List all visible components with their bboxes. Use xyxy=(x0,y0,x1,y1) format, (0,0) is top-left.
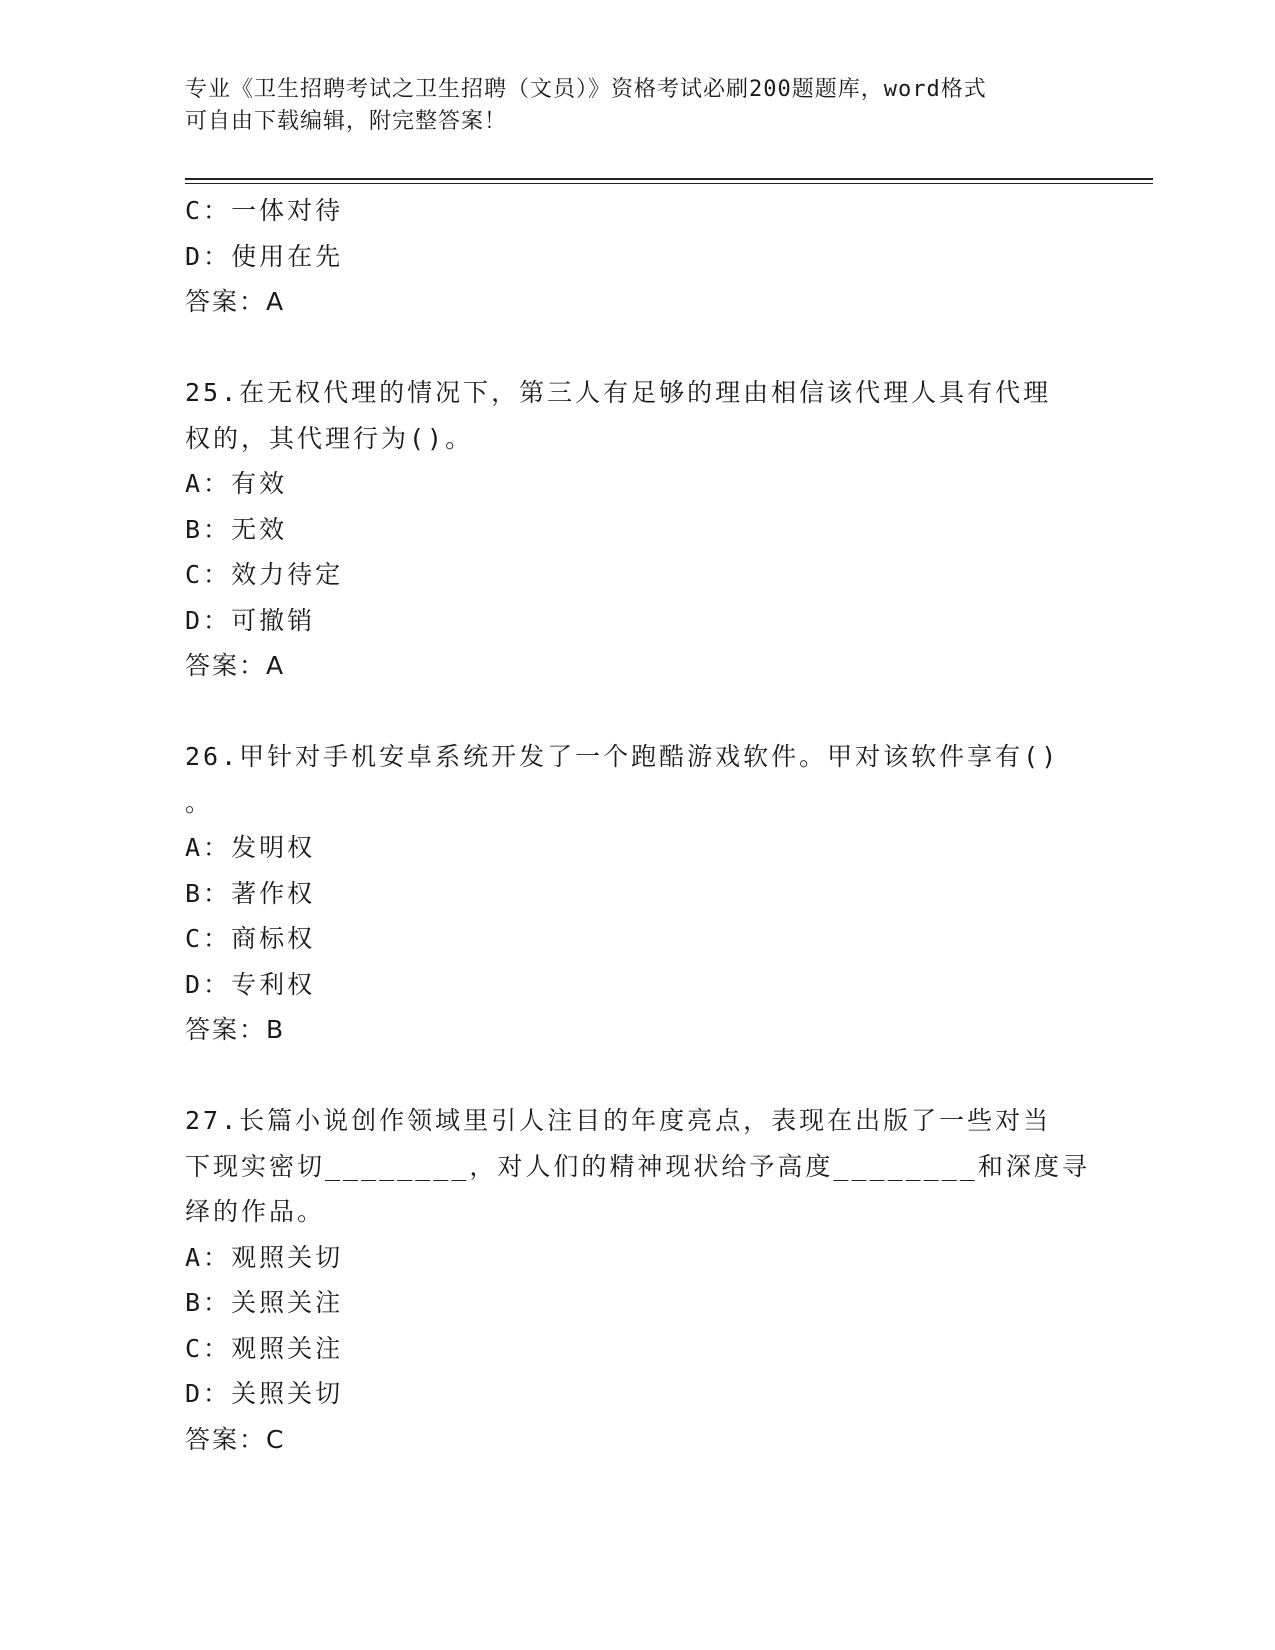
option-d: D：专利权 xyxy=(185,969,316,999)
question-stem-line-2: 。 xyxy=(185,787,214,817)
option-b: B：关照关注 xyxy=(185,1288,344,1317)
option-c: C：商标权 xyxy=(185,924,316,953)
question-stem-line-2: 下现实密切________，对人们的精神现状给予高度________和深度寻 xyxy=(185,1151,1090,1181)
spacer xyxy=(185,325,1085,371)
header-divider-thin xyxy=(185,183,1153,184)
option-a: A：有效 xyxy=(185,469,288,498)
option-c: C：效力待定 xyxy=(185,560,344,589)
question-25 xyxy=(185,370,1085,689)
question-stem-line-1: 26.甲针对手机安卓系统开发了一个跑酷游戏软件。甲对该软件享有() xyxy=(185,742,1060,771)
question-27 xyxy=(185,1098,1090,1462)
option-c: C：观照关注 xyxy=(185,1333,344,1363)
answer-line: 答案：B xyxy=(185,1015,286,1044)
question-content xyxy=(185,188,1090,1462)
header-title-line-2: 可自由下载编辑，附完整答案！ xyxy=(185,109,508,134)
answer-line: 答案：C xyxy=(185,1424,286,1454)
spacer xyxy=(185,1053,1085,1099)
answer-line: 答案：A xyxy=(185,287,286,316)
header-title-line-1: 专业《卫生招聘考试之卫生招聘（文员）》资格考试必刷200题题库，word格式 xyxy=(185,77,987,102)
option-d: D：可撤销 xyxy=(185,605,316,635)
option-c: C：一体对待 xyxy=(185,196,344,225)
spacer xyxy=(185,689,1085,735)
answer-line: 答案：A xyxy=(185,651,286,680)
option-a: A：观照关切 xyxy=(185,1242,344,1272)
question-24-continued xyxy=(185,188,1085,325)
question-stem-line-2: 权的，其代理行为()。 xyxy=(185,423,474,453)
question-26 xyxy=(185,734,1085,1053)
question-stem-line-3: 绎的作品。 xyxy=(185,1197,326,1226)
option-a: A：发明权 xyxy=(185,833,316,862)
question-stem-line-1: 27.长篇小说创作领域里引人注目的年度亮点，表现在出版了一些对当 xyxy=(185,1106,1052,1135)
page-header xyxy=(185,74,1085,138)
header-divider-thick xyxy=(185,178,1153,180)
option-d: D：关照关切 xyxy=(185,1379,344,1408)
option-d: D：使用在先 xyxy=(185,241,344,271)
option-b: B：著作权 xyxy=(185,878,316,908)
question-stem-line-1: 25.在无权代理的情况下，第三人有足够的理由相信该代理人具有代理 xyxy=(185,378,1052,407)
option-b: B：无效 xyxy=(185,514,288,544)
